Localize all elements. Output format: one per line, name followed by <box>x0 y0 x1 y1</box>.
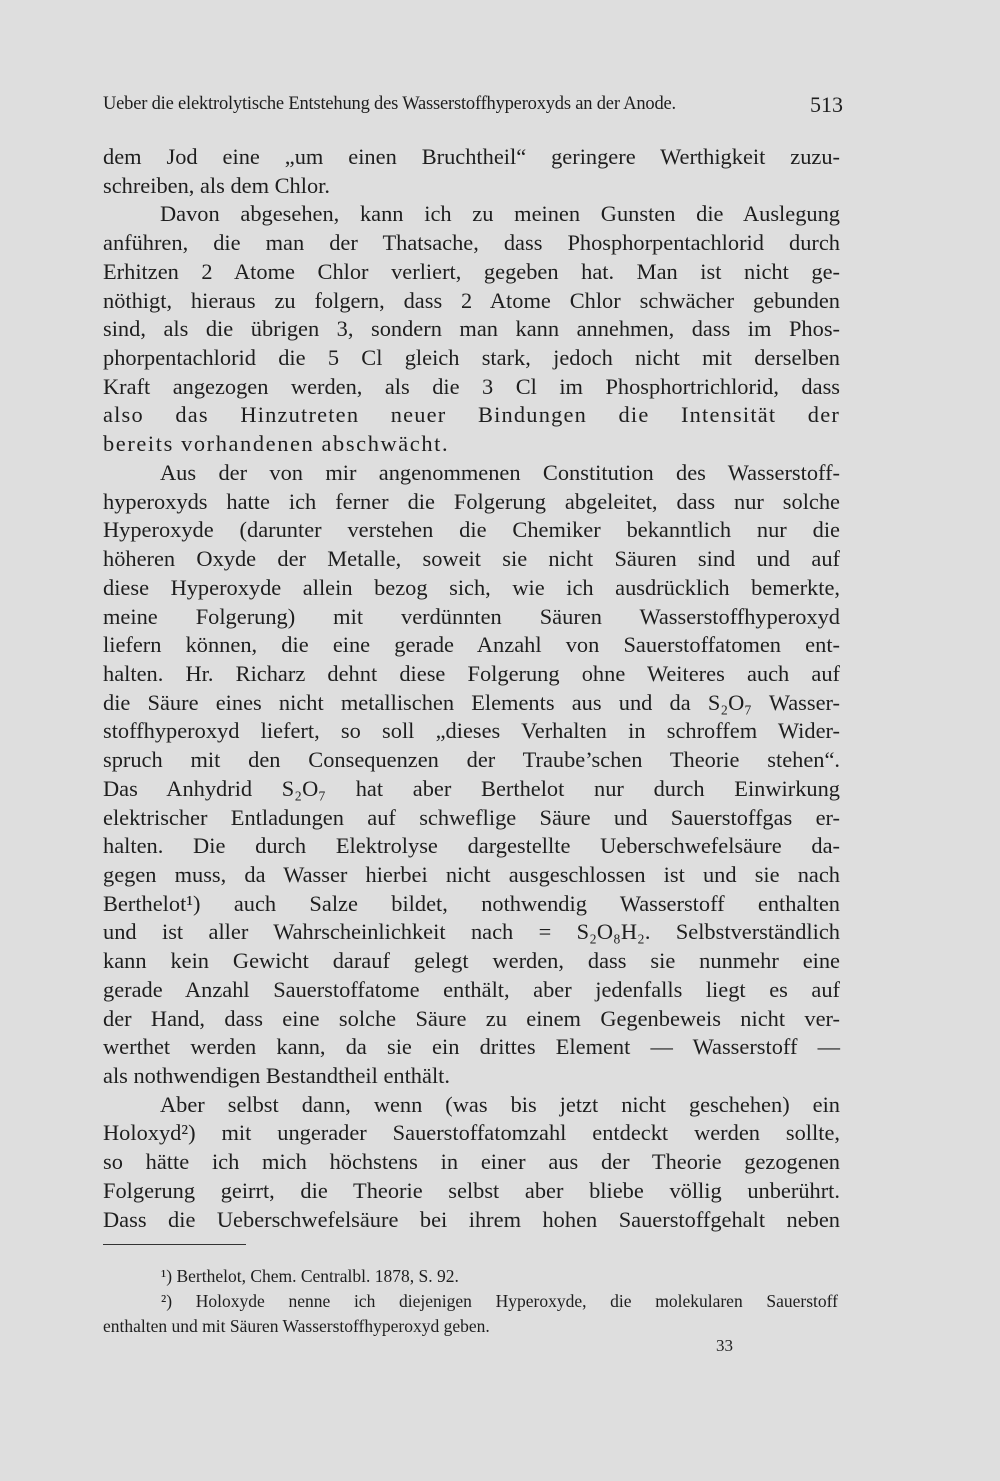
text-line: so hätte ich mich höchstens in einer aus der Theorie gezogenen <box>103 1149 840 1175</box>
footnote-2: ²) Holoxyde nenne ich diejenigen Hyperoxyde, die molekularen Sauerstoff <box>161 1291 838 1311</box>
text-line: sind, als die übrigen 3, sondern man kann annehmen, dass im Phos- <box>103 316 840 342</box>
text-line: halten. Hr. Richarz dehnt diese Folgerung ohne Weiteres auch auf <box>103 660 840 686</box>
text-line: Aber selbst dann, wenn (was bis jetzt nicht geschehen) ein <box>160 1091 840 1117</box>
text-line: kann kein Gewicht darauf gelegt werden, dass sie nunmehr eine <box>103 948 840 974</box>
text-line: höheren Oxyde der Metalle, soweit sie nicht Säuren sind und auf <box>103 546 840 572</box>
text-line: elektrischer Entladungen auf schweflige Säure und Sauerstoffgas er- <box>103 804 840 830</box>
text-line: Holoxyd²) mit ungerader Sauerstoffatomzahl entdeckt werden sollte, <box>103 1120 840 1146</box>
text-line: werthet werden kann, da sie ein drittes Element — Wasserstoff — <box>103 1034 840 1060</box>
footnotes <box>103 1264 838 1339</box>
text-line: meine Folgerung) mit verdünnten Säuren Wasserstoffhyperoxyd <box>103 603 840 629</box>
text-line: als nothwendigen Bestandtheil enthält. <box>103 1063 450 1088</box>
text-line: halten. Die durch Elektrolyse dargestellte Ueberschwefelsäure da- <box>103 833 840 859</box>
text-line: anführen, die man der Thatsache, dass Phosphorpentachlorid durch <box>103 230 840 256</box>
text-line: also das Hinzutreten neuer Bindungen die Intensität der <box>103 402 840 428</box>
text-line: Erhitzen 2 Atome Chlor verliert, gegeben hat. Man ist nicht ge- <box>103 258 840 284</box>
text-line: gerade Anzahl Sauerstoffatome enthält, aber jedenfalls liegt es auf <box>103 976 840 1002</box>
footnote-2-continued: enthalten und mit Säuren Wasserstoffhyperoxyd geben. <box>103 1316 490 1336</box>
text-line: Berthelot¹) auch Salze bildet, nothwendig Wasserstoff enthalten <box>103 890 840 916</box>
text-line: die Säure eines nicht metallischen Elements aus und da S₂O₇ Wasser- <box>103 689 840 715</box>
text-line: Hyperoxyde (darunter verstehen die Chemiker bekanntlich nur die <box>103 517 840 543</box>
text-line: Folgerung geirrt, die Theorie selbst aber bliebe völlig unberührt. <box>103 1177 840 1203</box>
page-number: 513 <box>810 92 843 117</box>
running-head: Ueber die elektrolytische Entstehung des Wasserstoffhyperoxyds an der Anode. <box>103 94 676 114</box>
text-line: Aus der von mir angenommenen Constitution des Wasserstoff- <box>160 459 840 485</box>
text-line: phorpentachlorid die 5 Cl gleich stark, jedoch nicht mit derselben <box>103 345 840 371</box>
body-text <box>103 143 840 1234</box>
text-line: stoffhyperoxyd liefert, so soll „dieses Verhalten in schroffem Wider- <box>103 718 840 744</box>
signature-mark: 33 <box>716 1336 733 1355</box>
text-line: Davon abgesehen, kann ich zu meinen Gunsten die Auslegung <box>160 201 840 227</box>
text-line: spruch mit den Consequenzen der Traube’schen Theorie stehen“. <box>103 747 840 773</box>
text-line: hyperoxyds hatte ich ferner die Folgerung abgeleitet, dass nur solche <box>103 488 840 514</box>
footnote-1: ¹) Berthelot, Chem. Centralbl. 1878, S. 92. <box>161 1266 459 1286</box>
text-line: Dass die Ueberschwefelsäure bei ihrem hohen Sauerstoffgehalt neben <box>103 1206 840 1232</box>
text-line: Kraft angezogen werden, als die 3 Cl im Phosphortrichlorid, dass <box>103 373 840 399</box>
text-line: bereits vorhandenen abschwächt. <box>103 431 450 457</box>
footnote-rule <box>103 1244 246 1245</box>
text-line: und ist aller Wahrscheinlichkeit nach = S₂O₈H₂. Selbstverständlich <box>103 919 840 945</box>
page-header <box>103 92 843 118</box>
text-line: Das Anhydrid S₂O₇ hat aber Berthelot nur durch Einwirkung <box>103 775 840 801</box>
text-line: liefern können, die eine gerade Anzahl von Sauerstoffatomen ent- <box>103 632 840 658</box>
text-line: nöthigt, hieraus zu folgern, dass 2 Atome Chlor schwächer gebunden <box>103 287 840 313</box>
text-line: der Hand, dass eine solche Säure zu einem Gegenbeweis nicht ver- <box>103 1005 840 1031</box>
text-line: gegen muss, da Wasser hierbei nicht ausgeschlossen ist und sie nach <box>103 861 840 887</box>
text-line: dem Jod eine „um einen Bruchtheil“ geringere Werthigkeit zuzu- <box>103 144 840 169</box>
text-line: diese Hyperoxyde allein bezog sich, wie ich ausdrücklich bemerkte, <box>103 574 840 600</box>
text-line: schreiben, als dem Chlor. <box>103 172 330 198</box>
